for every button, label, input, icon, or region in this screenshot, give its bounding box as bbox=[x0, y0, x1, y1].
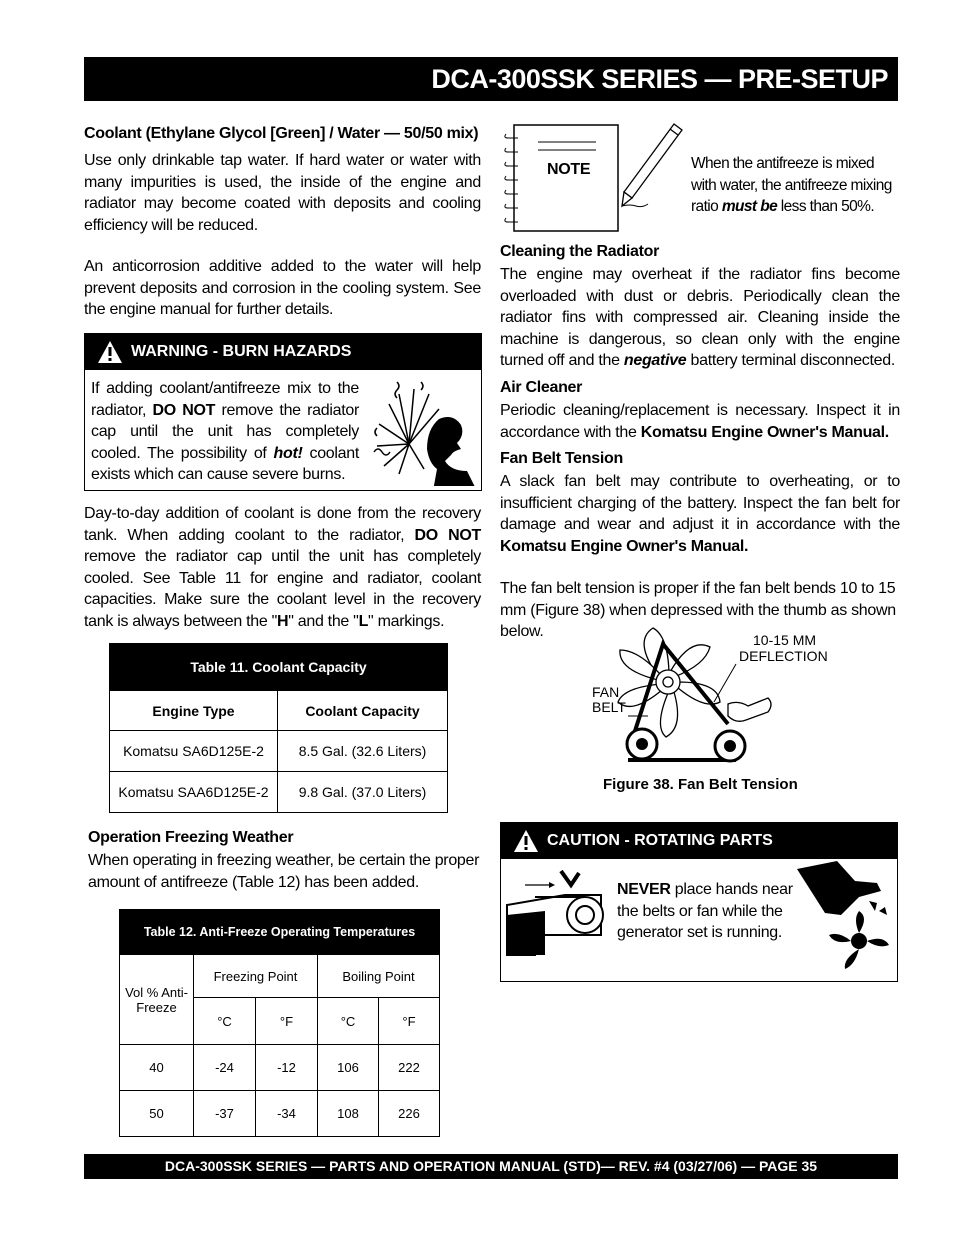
air-cleaner-heading: Air Cleaner bbox=[500, 379, 583, 396]
fan-label: FAN bbox=[592, 684, 620, 700]
deflection-label-1: 10-15 MM bbox=[753, 632, 817, 648]
note-label: NOTE bbox=[547, 161, 591, 178]
table-row bbox=[110, 731, 448, 772]
table-row bbox=[120, 1091, 440, 1137]
radiator-heading: Cleaning the Radiator bbox=[500, 243, 660, 260]
table-cell: 40 bbox=[120, 1045, 194, 1091]
table-cell: -24 bbox=[194, 1045, 256, 1091]
belt-label: BELT bbox=[592, 699, 626, 715]
warning-text: If adding coolant/antifreeze mix to the radiator, DO NOT remove the radiator cap until the unit has completely cooled. The possibility of hot! coolant exists which can cause severe burns. bbox=[91, 380, 360, 483]
freezing-heading: Operation Freezing Weather bbox=[88, 829, 294, 846]
col-header-freezing: Freezing Point bbox=[194, 955, 318, 998]
table-12-title: Table 12. Anti-Freeze Operating Temperatures bbox=[120, 910, 440, 955]
warning-triangle-icon bbox=[97, 340, 123, 364]
fan-belt-diagram bbox=[588, 624, 858, 774]
belt-entanglement-icon bbox=[505, 865, 609, 965]
deflection-label-2: DEFLECTION bbox=[739, 648, 828, 664]
unit-f: °F bbox=[379, 998, 440, 1045]
table-cell: 106 bbox=[318, 1045, 379, 1091]
unit-c: °C bbox=[194, 998, 256, 1045]
rotating-fan-hazard-icon bbox=[797, 861, 895, 973]
col-header-vol: Vol % Anti-Freeze bbox=[120, 955, 194, 1045]
caution-header bbox=[501, 823, 897, 859]
fan-belt-heading: Fan Belt Tension bbox=[500, 450, 623, 467]
caution-title: CAUTION - ROTATING PARTS bbox=[547, 832, 773, 849]
coolant-capacity-table bbox=[109, 643, 448, 813]
table-cell: 50 bbox=[120, 1091, 194, 1137]
notepad-icon bbox=[504, 122, 688, 234]
coolant-para-1: Use only drinkable tap water. If hard water or water with many impurities is used, the inside of the engine and radiator may become coated with deposits and cooling efficiency will be reduced. bbox=[84, 152, 481, 234]
table-cell: 222 bbox=[379, 1045, 440, 1091]
page-footer: DCA-300SSK SERIES — PARTS AND OPERATION MANUAL (STD)— REV. #4 (03/27/06) — PAGE 35 bbox=[84, 1154, 898, 1179]
table-cell: -34 bbox=[256, 1091, 318, 1137]
table-cell: Komatsu SA6D125E-2 bbox=[110, 731, 278, 772]
caution-text: NEVER place hands near the belts or fan while the generator set is running. bbox=[617, 881, 793, 941]
col-header-coolant-capacity: Coolant Capacity bbox=[278, 691, 448, 731]
table-cell: Komatsu SAA6D125E-2 bbox=[110, 772, 278, 813]
coolant-heading: Coolant (Ethylane Glycol [Green] / Water — 50/50 mix) bbox=[84, 125, 479, 142]
air-cleaner-text: Periodic cleaning/replacement is necessary. Inspect it in accordance with the Komatsu Engine Owner's Manual. bbox=[500, 402, 900, 441]
fan-belt-text: A slack fan belt may contribute to overheating, or to insufficient charging of the battery. Inspect the fan belt for damage and wear and adjust it in accordance with the Komatsu Engine Owner's Manual. bbox=[500, 473, 900, 555]
warning-title: WARNING - BURN HAZARDS bbox=[131, 343, 352, 360]
day-to-day-text: Day-to-day addition of coolant is done from the recovery tank. When adding coolant to the radiator, DO NOT remove the radiator cap until the unit has completely cooled. See Table 11 for engine and radiator, coolant capacities. Make sure the coolant level in the recovery tank is always between the "H" and the "L" markings. bbox=[84, 505, 481, 630]
warning-box bbox=[84, 333, 482, 491]
table-cell: -12 bbox=[256, 1045, 318, 1091]
radiator-text: The engine may overheat if the radiator fins become overloaded with dust or debris. Periodically clean the radiator fins with compressed air. Cleaning inside the machine is dangerous, so clean only with the engine turned off and the negative battery terminal disconnected. bbox=[500, 266, 900, 369]
page-title: DCA-300SSK SERIES — PRE-SETUP bbox=[84, 57, 898, 101]
caution-box bbox=[500, 822, 898, 982]
coolant-para-2: An anticorrosion additive added to the water will help prevent deposits and corrosion in the cooling system. See the engine manual for further details. bbox=[84, 258, 481, 318]
table-cell: 8.5 Gal. (32.6 Liters) bbox=[278, 731, 448, 772]
burn-hazard-icon bbox=[369, 374, 475, 486]
col-header-boiling: Boiling Point bbox=[318, 955, 440, 998]
table-cell: 9.8 Gal. (37.0 Liters) bbox=[278, 772, 448, 813]
fan-belt-tension-text: The fan belt tension is proper if the fan belt bends 10 to 15 mm (Figure 38) when depressed with the thumb as shown below. bbox=[500, 580, 896, 640]
table-cell: -37 bbox=[194, 1091, 256, 1137]
table-row bbox=[120, 1045, 440, 1091]
table-11-title: Table 11. Coolant Capacity bbox=[110, 644, 448, 691]
table-cell: 108 bbox=[318, 1091, 379, 1137]
table-cell: 226 bbox=[379, 1091, 440, 1137]
note-text: When the antifreeze is mixed with water, the antifreeze mixing ratio must be less than 50%. bbox=[691, 155, 892, 215]
caution-triangle-icon bbox=[513, 829, 539, 853]
unit-f: °F bbox=[256, 998, 318, 1045]
col-header-engine-type: Engine Type bbox=[110, 691, 278, 731]
antifreeze-table bbox=[119, 909, 440, 1137]
table-row bbox=[110, 772, 448, 813]
figure-38-caption: Figure 38. Fan Belt Tension bbox=[603, 776, 798, 793]
unit-c: °C bbox=[318, 998, 379, 1045]
freezing-text: When operating in freezing weather, be certain the proper amount of antifreeze (Table 12) has been added. bbox=[88, 852, 480, 891]
warning-header bbox=[85, 334, 481, 370]
